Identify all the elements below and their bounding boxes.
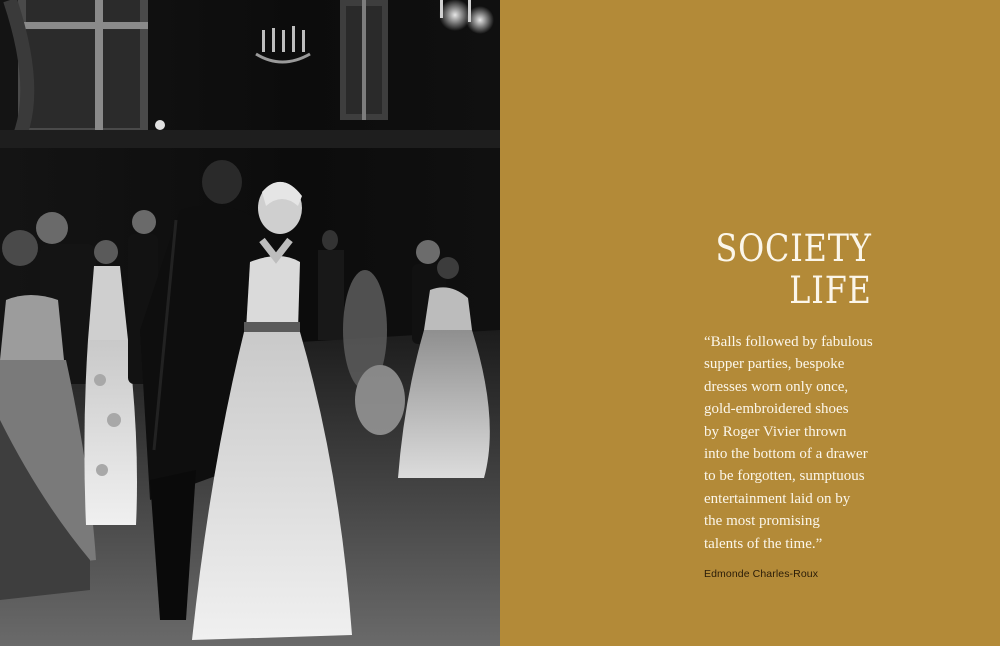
- quote-line: “Balls followed by fabulous: [704, 334, 873, 350]
- quote-line: gold-embroidered shoes: [704, 401, 849, 418]
- quote-line: to be forgotten, sumptuous: [704, 468, 865, 485]
- quote-line: supper parties, bespoke: [704, 356, 845, 373]
- window-right: [340, 0, 388, 120]
- quote-text: [704, 331, 904, 555]
- quote-line: entertainment laid on by: [704, 490, 851, 507]
- quote-line: the most promising: [704, 513, 820, 530]
- title-line-1: SOCIETY: [715, 227, 872, 270]
- quote-line: by Roger Vivier thrown: [704, 423, 847, 440]
- quote-attribution: Edmonde Charles-Roux: [704, 568, 819, 580]
- section-title: [716, 228, 872, 312]
- title-line-2: LIFE: [789, 269, 872, 312]
- text-panel: [500, 0, 1000, 646]
- quote-line: into the bottom of a drawer: [704, 446, 868, 463]
- quote-line: dresses worn only once,: [704, 378, 849, 395]
- quote-line: talents of the time.”: [704, 535, 823, 552]
- window-left: [10, 0, 148, 140]
